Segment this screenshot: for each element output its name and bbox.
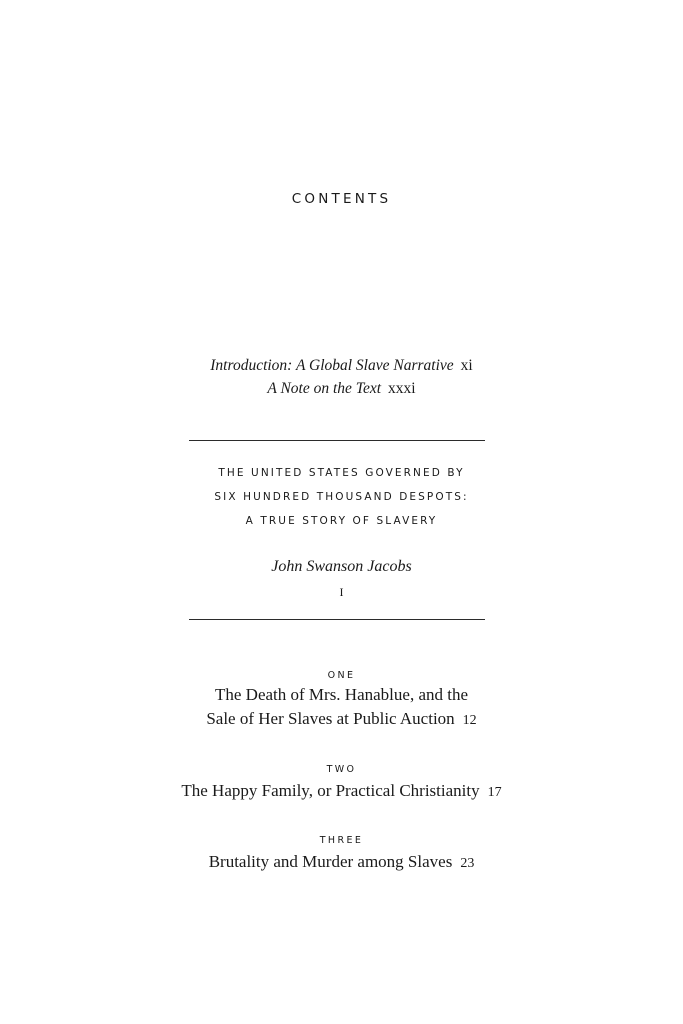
chapter-title-text: Sale of Her Slaves at Public Auction	[206, 709, 455, 728]
chapter-title-one-line-2[interactable]	[0, 707, 683, 733]
front-matter-entry-note-on-text[interactable]	[0, 379, 683, 399]
work-title-line-2: SIX HUNDRED THOUSAND DESPOTS:	[214, 491, 469, 503]
chapter-label-two: TWO	[326, 764, 357, 775]
chapter-label-three: THREE	[319, 835, 364, 846]
work-author: John Swanson Jacobs	[271, 558, 412, 575]
entry-page-number: xi	[460, 357, 473, 374]
chapter-title-text: Brutality and Murder among Slaves	[208, 852, 453, 871]
chapter-page-number: 12	[462, 713, 477, 728]
entry-title: Introduction: A Global Slave Narrative	[210, 357, 454, 374]
contents-heading: CONTENTS	[291, 191, 392, 207]
entry-page-number: xxxi	[388, 380, 416, 397]
chapter-page-number: 23	[460, 856, 475, 871]
chapter-title-two[interactable]	[0, 779, 683, 805]
front-matter-entry-introduction[interactable]	[0, 356, 683, 376]
chapter-title-one-line-1[interactable]: The Death of Mrs. Hanablue, and the	[214, 685, 469, 704]
chapter-label-one: ONE	[327, 670, 356, 681]
divider-rule-top	[189, 440, 485, 441]
chapter-page-number: 17	[487, 785, 502, 800]
work-page-number: I	[339, 585, 344, 599]
chapter-title-text: The Happy Family, or Practical Christianity	[181, 781, 480, 800]
work-title-line-1: THE UNITED STATES GOVERNED BY	[218, 467, 465, 479]
chapter-title-three[interactable]	[0, 850, 683, 876]
divider-rule-bottom	[189, 619, 485, 620]
entry-title: A Note on the Text	[267, 380, 382, 397]
work-title-line-3: A TRUE STORY OF SLAVERY	[245, 515, 438, 527]
